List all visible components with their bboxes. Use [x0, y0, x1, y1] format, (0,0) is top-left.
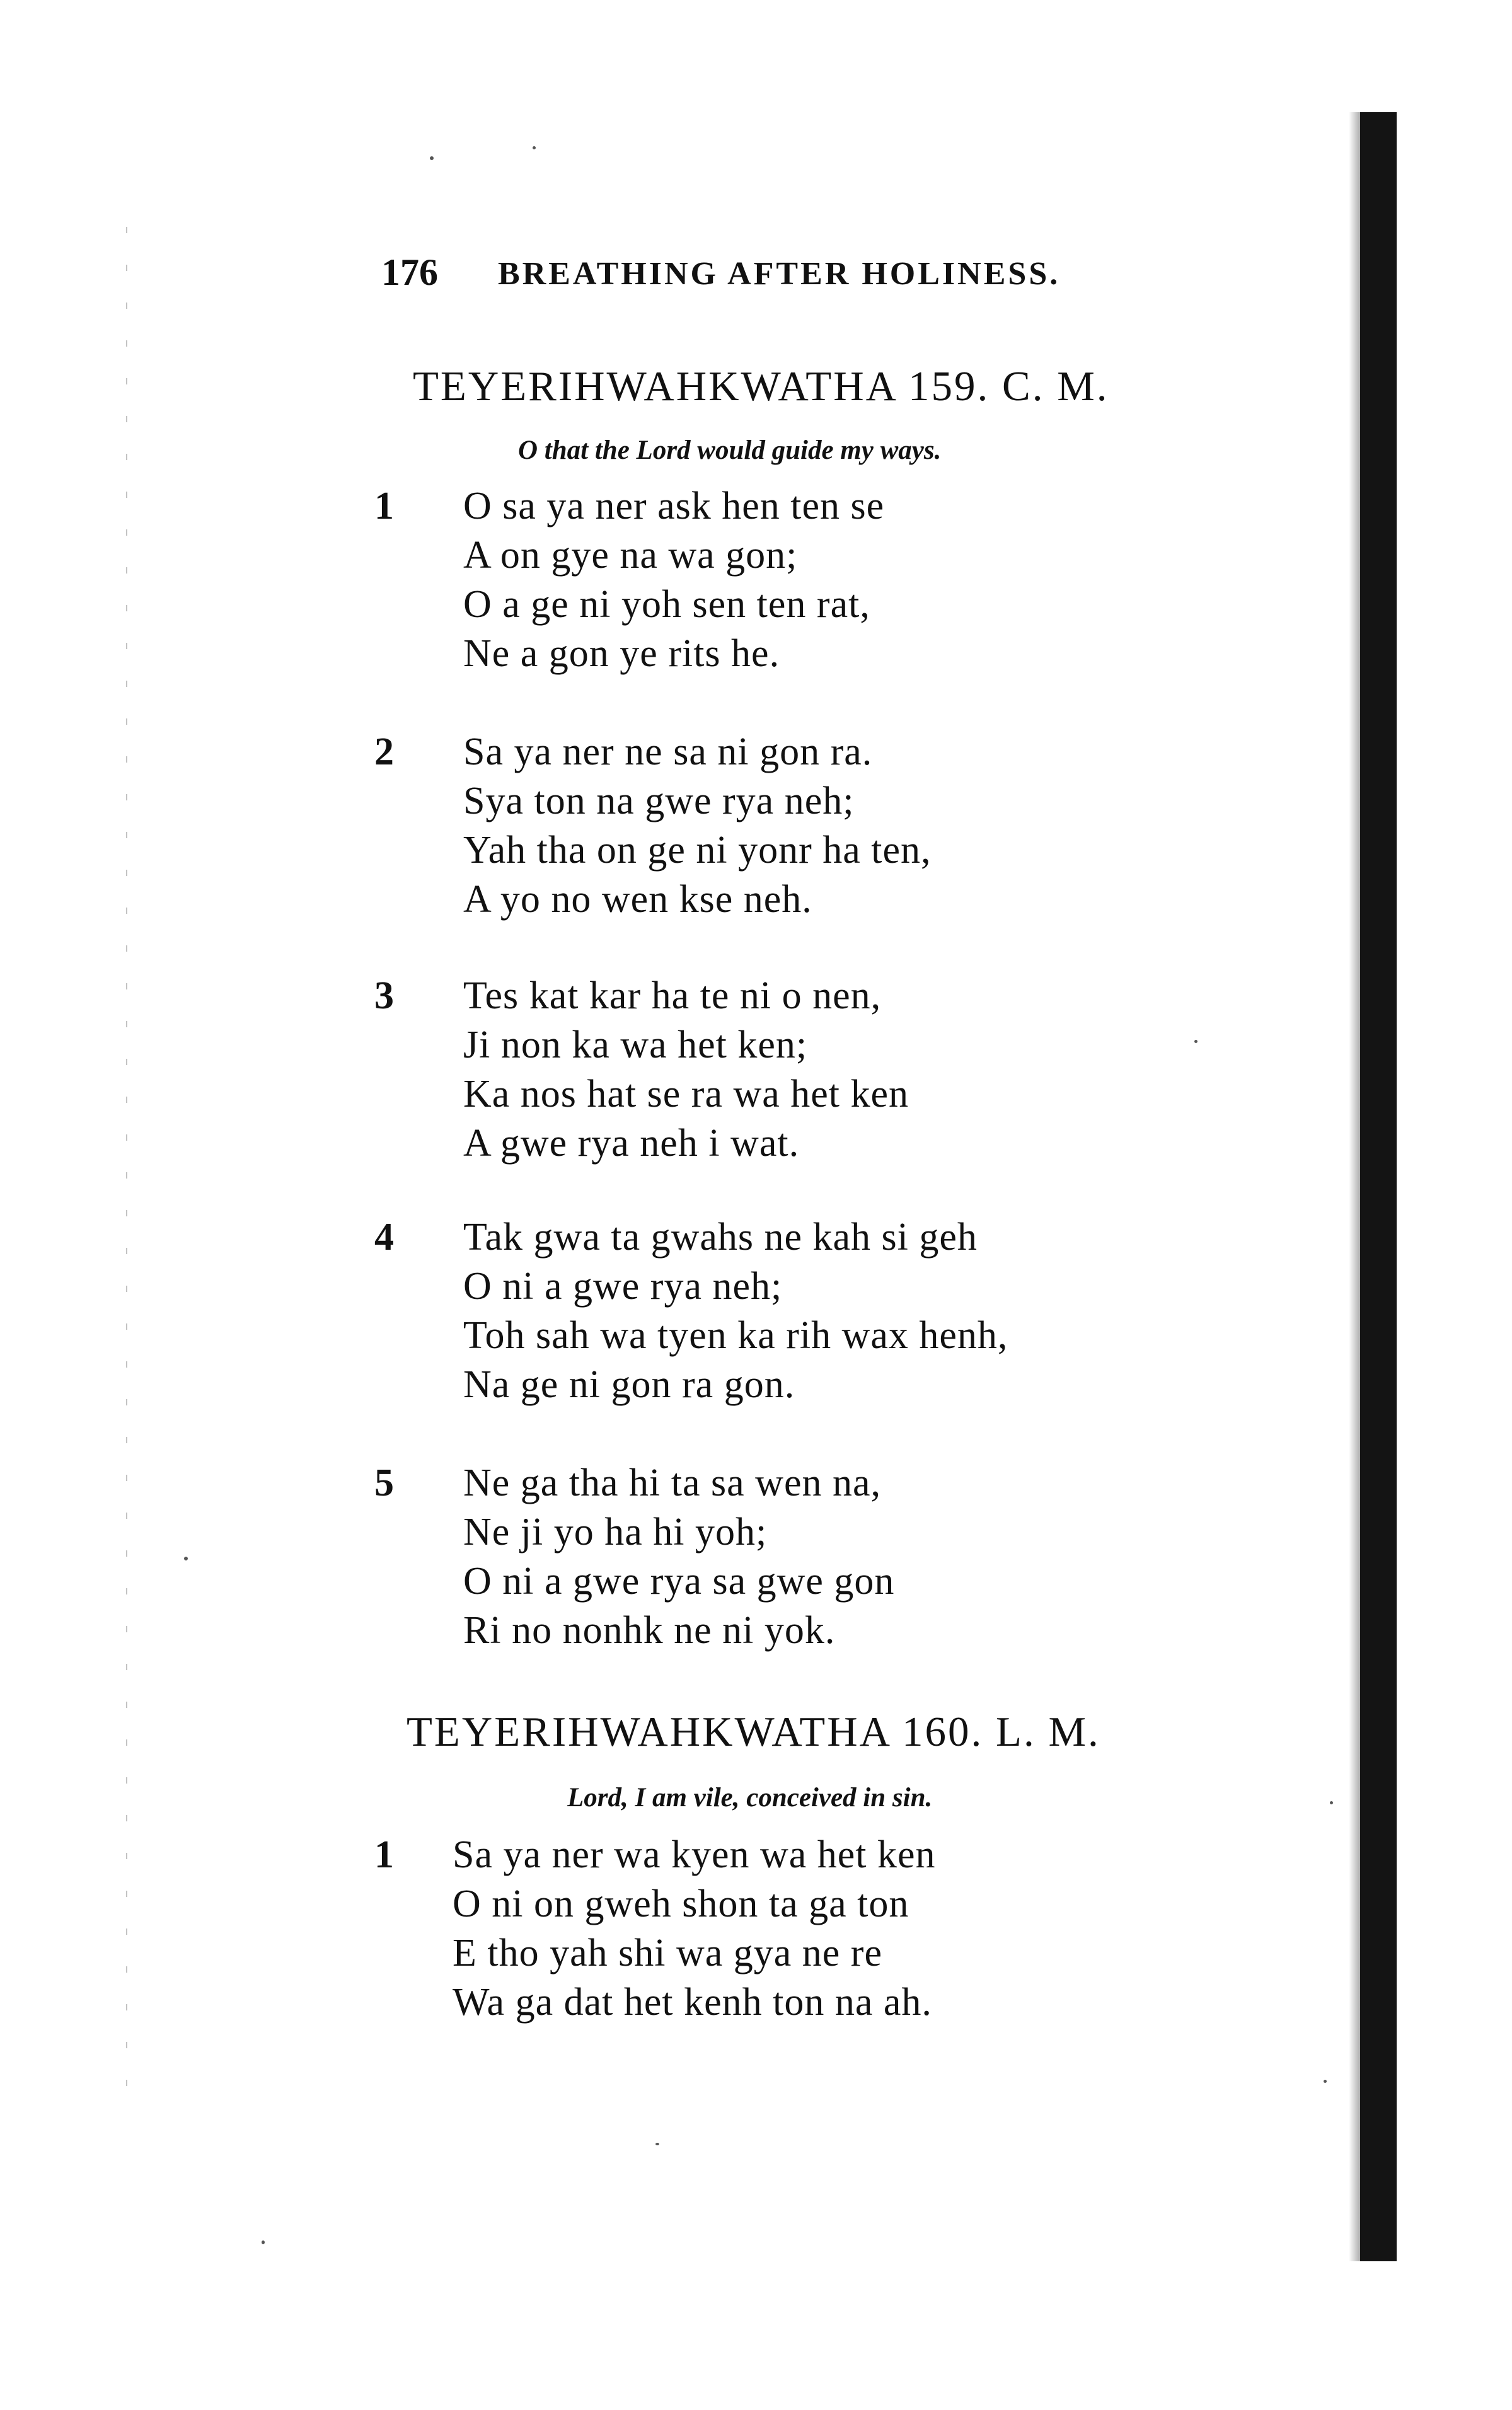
running-head: BREATHING AFTER HOLINESS.: [498, 256, 1061, 292]
verse-line: Ji non ka wa het ken;: [463, 1023, 808, 1066]
verse-line: A gwe rya neh i wat.: [463, 1122, 800, 1165]
verse-line: Tak gwa ta gwahs ne kah si geh: [463, 1216, 978, 1259]
verse-number: 1: [374, 1833, 394, 1876]
verse-line: O sa ya ner ask hen ten se: [463, 485, 885, 528]
verse-number: 1: [374, 485, 394, 528]
scan-margin-marks: [126, 227, 127, 2118]
verse-line: A on gye na wa gon;: [463, 534, 798, 577]
scan-speck: [533, 146, 536, 149]
verse-line: Na ge ni gon ra gon.: [463, 1363, 795, 1406]
verse-line: O a ge ni yoh sen ten rat,: [463, 583, 870, 626]
verse-line: Sa ya ner ne sa ni gon ra.: [463, 730, 873, 773]
verse-line: Wa ga dat het kenh ton na ah.: [453, 1981, 932, 2024]
scan-speck: [1330, 1801, 1333, 1804]
verse-number: 3: [374, 974, 394, 1017]
binding-shadow: [1349, 112, 1360, 2261]
verse-line: Ri no nonhk ne ni yok.: [463, 1609, 836, 1652]
hymn-subtitle: O that the Lord would guide my ways.: [518, 435, 942, 465]
page-number: 176: [381, 251, 438, 293]
binding-edge: [1360, 112, 1397, 2261]
verse-line: E tho yah shi wa gya ne re: [453, 1932, 882, 1975]
verse-line: A yo no wen kse neh.: [463, 878, 812, 921]
verse-number: 4: [374, 1216, 394, 1259]
verse-line: O ni on gweh shon ta ga ton: [453, 1882, 909, 1925]
scan-speck: [1324, 2080, 1327, 2083]
verse-line: Ka nos hat se ra wa het ken: [463, 1073, 909, 1116]
verse-number: 5: [374, 1462, 394, 1504]
scan-speck: [655, 2143, 659, 2145]
verse-line: O ni a gwe rya sa gwe gon: [463, 1560, 895, 1603]
verse-line: Sa ya ner wa kyen wa het ken: [453, 1833, 936, 1876]
scan-speck: [262, 2240, 265, 2244]
hymn-subtitle: Lord, I am vile, conceived in sin.: [567, 1783, 933, 1813]
scan-speck: [1194, 1040, 1197, 1043]
verse-line: Ne ji yo ha hi yoh;: [463, 1511, 768, 1554]
verse-line: Toh sah wa tyen ka rih wax henh,: [463, 1314, 1008, 1357]
verse-line: Tes kat kar ha te ni o nen,: [463, 974, 882, 1017]
verse-line: Sya ton na gwe rya neh;: [463, 780, 855, 822]
hymn-title: TEYERIHWAHKWATHA 160. L. M.: [407, 1709, 1100, 1755]
verse-line: Ne a gon ye rits he.: [463, 632, 780, 675]
verse-line: Ne ga tha hi ta sa wen na,: [463, 1462, 881, 1504]
scan-speck: [184, 1557, 188, 1560]
verse-line: Yah tha on ge ni yonr ha ten,: [463, 829, 932, 872]
verse-number: 2: [374, 730, 394, 773]
verse-line: O ni a gwe rya neh;: [463, 1265, 783, 1308]
scan-speck: [430, 156, 434, 160]
hymn-title: TEYERIHWAHKWATHA 159. C. M.: [413, 363, 1109, 410]
